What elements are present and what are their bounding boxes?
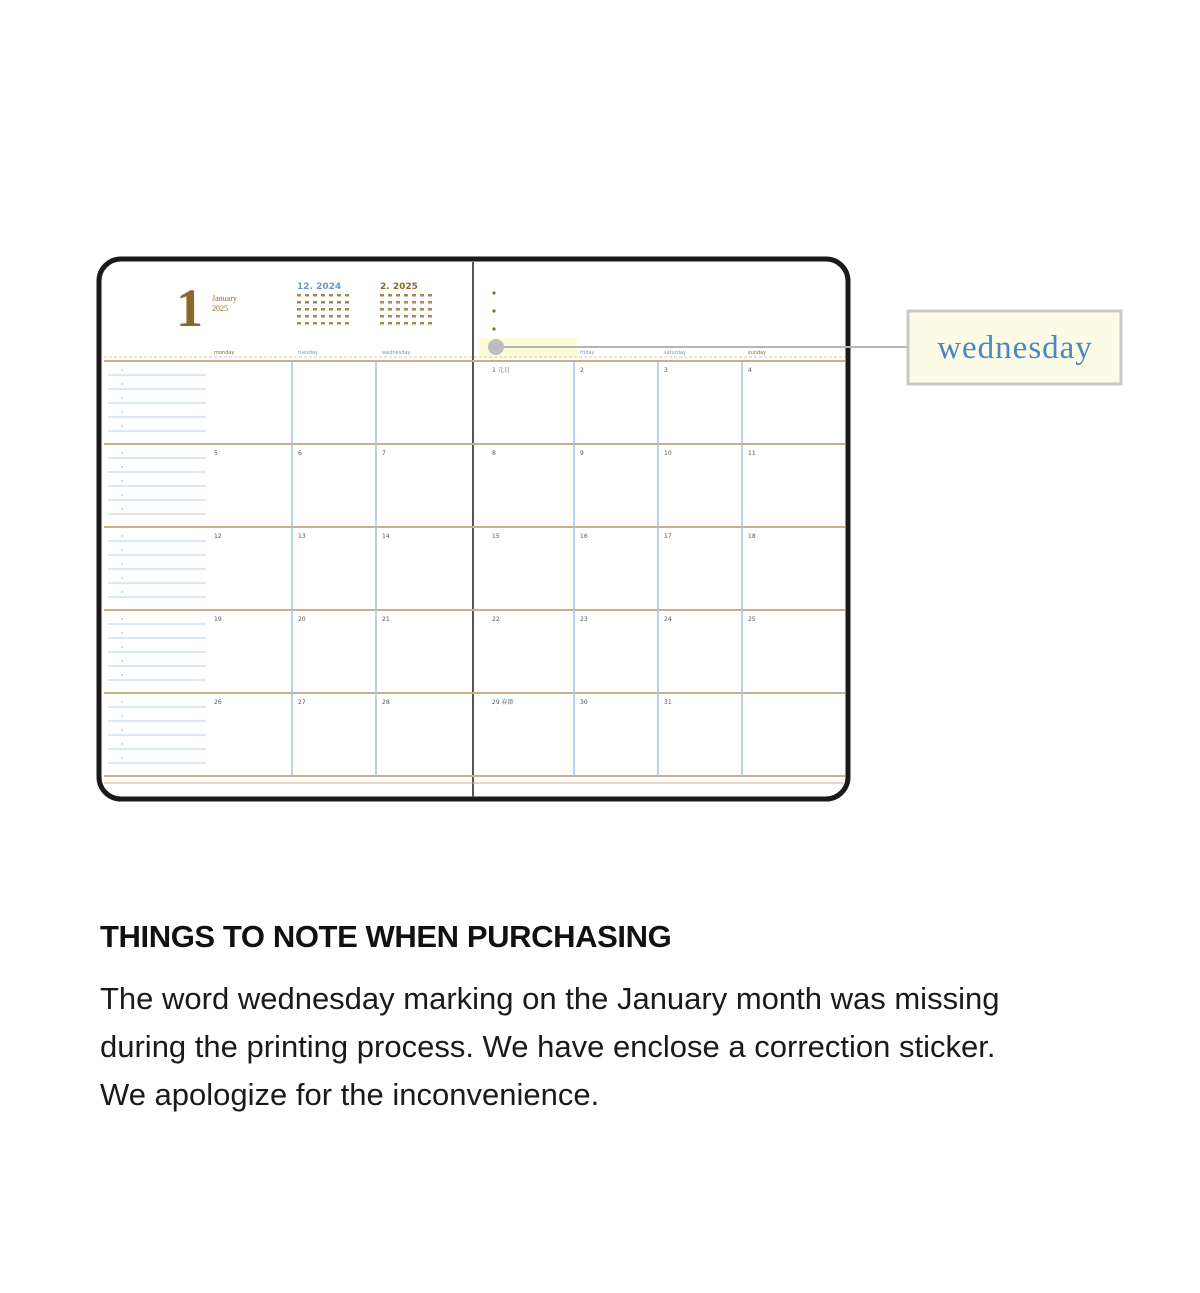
date-number: 9 bbox=[580, 450, 584, 457]
memo-dot bbox=[121, 743, 123, 745]
mini-calendar-day bbox=[404, 322, 408, 325]
mini-calendar-day bbox=[313, 322, 317, 325]
date-number: 24 bbox=[664, 616, 672, 623]
mini-calendar-day bbox=[321, 294, 325, 297]
mini-calendar-day bbox=[305, 322, 309, 325]
weekday-header: tuesday bbox=[298, 350, 319, 356]
date-number: 22 bbox=[492, 616, 500, 623]
memo-dot bbox=[121, 425, 123, 427]
date-number: 26 bbox=[214, 699, 222, 706]
mini-calendar-day bbox=[329, 308, 333, 311]
date-number: 28 bbox=[382, 699, 390, 706]
top-dot bbox=[492, 309, 495, 312]
month-name: January bbox=[212, 294, 237, 303]
mini-calendar-day bbox=[380, 294, 384, 297]
mini-calendar-day bbox=[396, 322, 400, 325]
date-number: 1 元日 bbox=[492, 367, 510, 374]
date-number: 3 bbox=[664, 367, 668, 374]
memo-dot bbox=[121, 494, 123, 496]
date-number: 18 bbox=[748, 533, 756, 540]
top-dot bbox=[492, 291, 495, 294]
date-number: 2 bbox=[580, 367, 584, 374]
mini-calendar-day bbox=[297, 322, 301, 325]
date-number: 29 春節 bbox=[492, 699, 514, 706]
mini-calendar-day bbox=[380, 308, 384, 311]
date-number: 25 bbox=[748, 616, 756, 623]
memo-dot bbox=[121, 508, 123, 510]
memo-dot bbox=[121, 660, 123, 662]
notice-line: The word wednesday marking on the January month was missing bbox=[100, 981, 1000, 1016]
memo-dot bbox=[121, 383, 123, 385]
date-number: 14 bbox=[382, 533, 390, 540]
prev-month-title: 12. 2024 bbox=[297, 282, 342, 292]
weekday-header: friday bbox=[580, 350, 595, 356]
mini-calendar-day bbox=[380, 315, 384, 318]
mini-calendar-day bbox=[337, 301, 341, 304]
memo-dot bbox=[121, 577, 123, 579]
mini-calendar-day bbox=[297, 301, 301, 304]
date-number: 21 bbox=[382, 616, 390, 623]
mini-calendar-day bbox=[329, 322, 333, 325]
mini-calendar-day bbox=[420, 294, 424, 297]
next-month-title: 2. 2025 bbox=[380, 282, 418, 292]
date-number: 12 bbox=[214, 533, 222, 540]
mini-calendar-day bbox=[388, 294, 392, 297]
mini-calendar-day bbox=[321, 322, 325, 325]
mini-calendar-day bbox=[337, 308, 341, 311]
mini-calendar-day bbox=[388, 322, 392, 325]
mini-calendar-day bbox=[337, 294, 341, 297]
notice-line: We apologize for the inconvenience. bbox=[100, 1077, 600, 1112]
mini-calendar-day bbox=[305, 315, 309, 318]
mini-calendar-day bbox=[420, 308, 424, 311]
mini-calendar-day bbox=[321, 308, 325, 311]
date-number: 8 bbox=[492, 450, 496, 457]
mini-calendar-day bbox=[321, 301, 325, 304]
memo-dot bbox=[121, 618, 123, 620]
memo-dot bbox=[121, 466, 123, 468]
date-number: 20 bbox=[298, 616, 306, 623]
memo-dot bbox=[121, 411, 123, 413]
correction-sticker-label: wednesday bbox=[937, 330, 1093, 366]
month-year: 2025 bbox=[212, 304, 228, 313]
mini-calendar-day bbox=[305, 308, 309, 311]
weekday-header: sunday bbox=[748, 350, 767, 356]
mini-calendar-day bbox=[329, 315, 333, 318]
weekday-header: monday bbox=[214, 350, 235, 356]
mini-calendar-day bbox=[428, 322, 432, 325]
mini-calendar-day bbox=[412, 308, 416, 311]
mini-calendar-day bbox=[345, 308, 349, 311]
mini-calendar-day bbox=[297, 315, 301, 318]
mini-calendar-day bbox=[412, 301, 416, 304]
date-number: 15 bbox=[492, 533, 500, 540]
mini-calendar-day bbox=[396, 315, 400, 318]
mini-calendar-day bbox=[388, 315, 392, 318]
mini-calendar-day bbox=[428, 301, 432, 304]
memo-dot bbox=[121, 369, 123, 371]
top-dot bbox=[492, 327, 495, 330]
memo-dot bbox=[121, 591, 123, 593]
memo-dot bbox=[121, 549, 123, 551]
date-number: 11 bbox=[748, 450, 756, 457]
mini-calendar-day bbox=[305, 301, 309, 304]
mini-calendar-day bbox=[396, 308, 400, 311]
mini-calendar-day bbox=[345, 294, 349, 297]
mini-calendar-day bbox=[321, 315, 325, 318]
memo-dot bbox=[121, 757, 123, 759]
date-number: 4 bbox=[748, 367, 752, 374]
mini-calendar-day bbox=[412, 294, 416, 297]
mini-calendar-day bbox=[313, 294, 317, 297]
mini-calendar-day bbox=[380, 301, 384, 304]
mini-calendar-day bbox=[337, 315, 341, 318]
notice-line: during the printing process. We have enclose a correction sticker. bbox=[100, 1029, 996, 1064]
mini-calendar-day bbox=[305, 294, 309, 297]
notice-body bbox=[100, 975, 1110, 1119]
mini-calendar-day bbox=[404, 308, 408, 311]
mini-calendar-day bbox=[404, 294, 408, 297]
mini-calendar-day bbox=[313, 301, 317, 304]
memo-dot bbox=[121, 729, 123, 731]
mini-calendar-day bbox=[297, 294, 301, 297]
notice-heading: THINGS TO NOTE WHEN PURCHASING bbox=[100, 919, 672, 954]
date-number: 16 bbox=[580, 533, 588, 540]
purchase-notice bbox=[100, 915, 1110, 1119]
mini-calendar-day bbox=[396, 294, 400, 297]
date-number: 19 bbox=[214, 616, 222, 623]
mini-calendar-day bbox=[345, 301, 349, 304]
memo-dot bbox=[121, 646, 123, 648]
weekday-header: saturday bbox=[664, 350, 686, 356]
memo-dot bbox=[121, 480, 123, 482]
mini-calendar-day bbox=[428, 294, 432, 297]
mini-calendar-day bbox=[313, 308, 317, 311]
memo-dot bbox=[121, 452, 123, 454]
mini-calendar-day bbox=[329, 294, 333, 297]
mini-calendar-day bbox=[345, 322, 349, 325]
memo-dot bbox=[121, 397, 123, 399]
memo-dot bbox=[121, 535, 123, 537]
mini-calendar-day bbox=[313, 315, 317, 318]
mini-calendar-day bbox=[412, 322, 416, 325]
mini-calendar-day bbox=[428, 308, 432, 311]
month-number: 1 bbox=[176, 278, 203, 338]
mini-calendar-day bbox=[388, 301, 392, 304]
mini-calendar-day bbox=[345, 315, 349, 318]
mini-calendar-day bbox=[396, 301, 400, 304]
date-number: 30 bbox=[580, 699, 588, 706]
date-number: 13 bbox=[298, 533, 306, 540]
memo-dot bbox=[121, 715, 123, 717]
mini-calendar-day bbox=[404, 315, 408, 318]
date-number: 31 bbox=[664, 699, 672, 706]
date-number: 17 bbox=[664, 533, 672, 540]
mini-calendar-day bbox=[420, 322, 424, 325]
mini-calendar-day bbox=[404, 301, 408, 304]
date-number: 23 bbox=[580, 616, 588, 623]
callout-dot bbox=[488, 339, 504, 355]
mini-calendar-day bbox=[297, 308, 301, 311]
mini-calendar-day bbox=[380, 322, 384, 325]
date-number: 10 bbox=[664, 450, 672, 457]
mini-calendar-day bbox=[388, 308, 392, 311]
date-number: 27 bbox=[298, 699, 306, 706]
mini-calendar-day bbox=[428, 315, 432, 318]
date-number: 7 bbox=[382, 450, 386, 457]
memo-dot bbox=[121, 674, 123, 676]
mini-calendar-day bbox=[337, 322, 341, 325]
memo-dot bbox=[121, 701, 123, 703]
memo-dot bbox=[121, 632, 123, 634]
date-number: 6 bbox=[298, 450, 302, 457]
mini-calendar-day bbox=[420, 301, 424, 304]
date-number: 5 bbox=[214, 450, 218, 457]
mini-calendar-day bbox=[412, 315, 416, 318]
mini-calendar-day bbox=[329, 301, 333, 304]
memo-dot bbox=[121, 563, 123, 565]
weekday-header: wednesday bbox=[382, 350, 411, 356]
mini-calendar-day bbox=[420, 315, 424, 318]
